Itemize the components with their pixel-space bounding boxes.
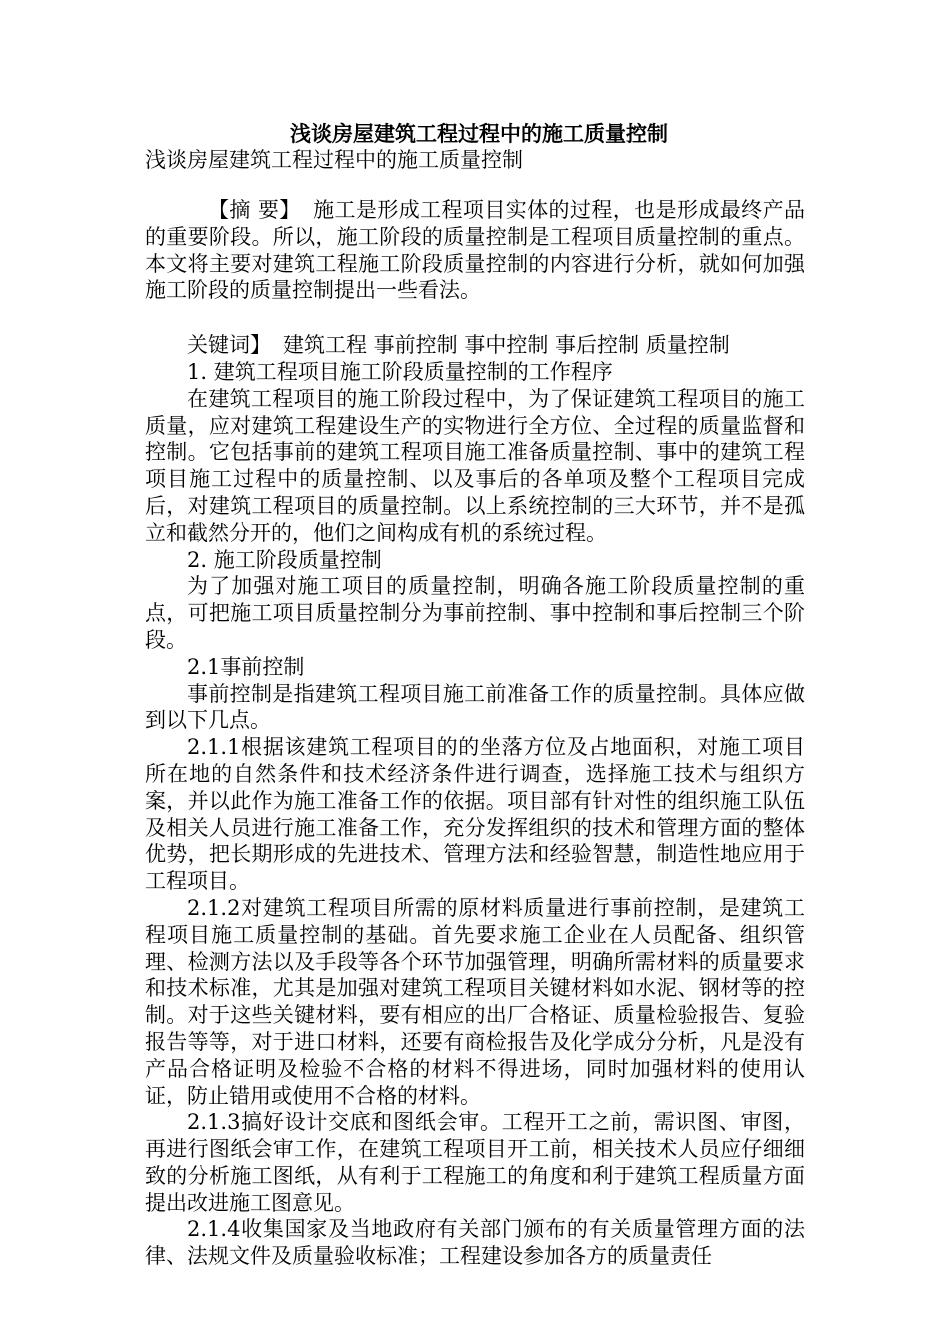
- body-paragraph: 为了加强对施工项目的质量控制，明确各施工阶段质量控制的重点，可把施工项目质量控制分为事前控制、事中控制和事后控制三个阶段。: [145, 574, 805, 652]
- abstract-label: 【摘 要】: [208, 198, 301, 222]
- document-title: 浅谈房屋建筑工程过程中的施工质量控制: [290, 121, 668, 146]
- body-paragraph: 事前控制是指建筑工程项目施工前准备工作的质量控制。具体应做到以下几点。: [145, 681, 805, 733]
- keywords-label: 关键词】: [187, 333, 271, 358]
- section-heading-2-1: 2.1事前控制: [187, 654, 305, 679]
- abstract-text: 施工是形成工程项目实体的过程，也是形成最终产品的重要阶段。所以，施工阶段的质量控制是工程项目质量控制的重点。本文将主要对建筑工程施工阶段质量控制的内容进行分析，就如何加强施工阶段的质量控制提出一些看法。: [145, 198, 805, 303]
- body-paragraph: 2.1.2对建筑工程项目所需的原材料质量进行事前控制，是建筑工程项目施工质量控制的基础。首先要求施工企业在人员配备、组织管理、检测方法以及手段等各个环节加强管理，明确所需材料的质量要求和技术标准，尤其是加强对建筑工程项目关键材料如水泥、钢材等的控制。对于这些关键材料，要有相应的出厂合格证、质量检验报告、复验报告等等，对于进口材料，还要有商检报告及化学成分分析，凡是没有产品合格证明及检验不合格的材料不得进场，同时加强材料的使用认证，防止错用或使用不合格的材料。: [145, 895, 805, 1108]
- body-paragraph: 2.1.4收集国家及当地政府有关部门颁布的有关质量管理方面的法律、法规文件及质量验收标准；工程建设参加各方的质量责任: [145, 1217, 805, 1269]
- document-subtitle: 浅谈房屋建筑工程过程中的施工质量控制: [145, 148, 523, 172]
- body-paragraph: 2.1.3搞好设计交底和图纸会审。工程开工之前，需识图、审图，再进行图纸会审工作，在建筑工程项目开工前，相关技术人员应仔细细致的分析施工图纸，从有利于工程施工的角度和利于建筑工程质量方面提出改进施工图意见。: [145, 1110, 805, 1215]
- section-heading-2: 2. 施工阶段质量控制: [187, 547, 382, 572]
- keywords-line: [145, 332, 805, 359]
- document-page: [145, 121, 805, 1270]
- body-paragraph: 2.1.1根据该建筑工程项目的的坐落方位及占地面积，对施工项目所在地的自然条件和技术经济条件进行调查，选择施工技术与组织方案，并以此作为施工准备工作的依据。项目部有针对性的组织施工队伍及相关人员进行施工准备工作，充分发挥组织的技术和管理方面的整体优势，把长期形成的先进技术、管理方法和经验智慧，制造性地应用于工程项目。: [145, 735, 805, 894]
- section-heading-1: 1. 建筑工程项目施工阶段质量控制的工作程序: [187, 359, 613, 384]
- keywords-text: 建筑工程 事前控制 事中控制 事后控制 质量控制: [283, 333, 730, 358]
- body-paragraph: 在建筑工程项目的施工阶段过程中，为了保证建筑工程项目的施工质量，应对建筑工程建设生产的实物进行全方位、全过程的质量监督和控制。它包括事前的建筑工程项目施工准备质量控制、事中的建筑工程项目施工过程中的质量控制、以及事后的各单项及整个工程项目完成后，对建筑工程项目的质量控制。以上系统控制的三大环节，并不是孤立和截然分开的，他们之间构成有机的系统过程。: [145, 386, 805, 545]
- abstract-paragraph: [145, 197, 805, 304]
